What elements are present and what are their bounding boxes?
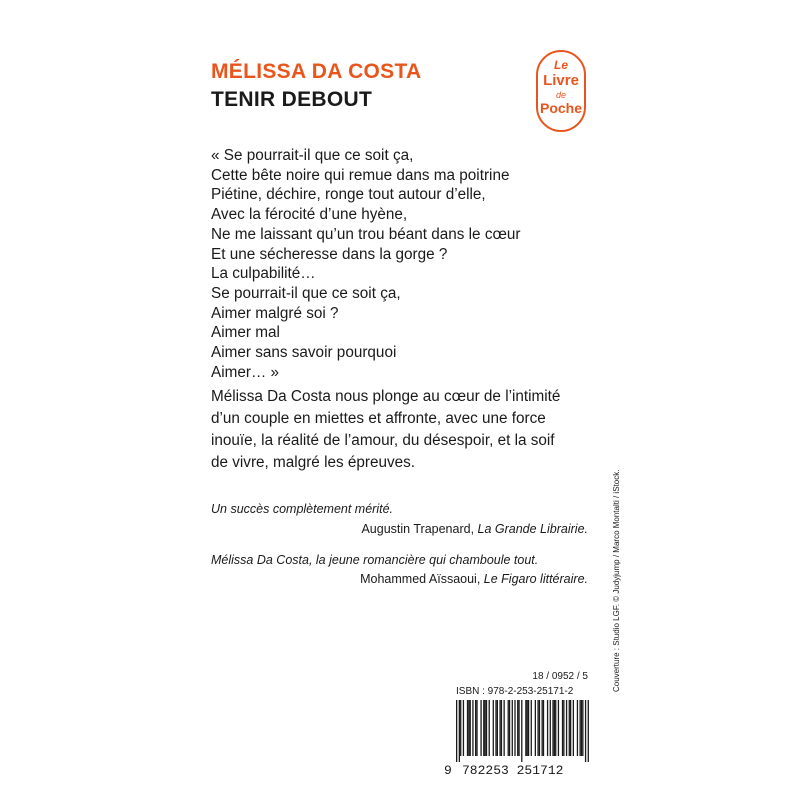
catalog-code: 18 / 0952 / 5 xyxy=(532,671,588,682)
review-attribution xyxy=(361,522,588,536)
logo-line-le: Le xyxy=(553,58,568,72)
barcode-bar xyxy=(493,700,494,756)
cover-credit: Couverture : Studio LGF. © Judyjump / Marco Montalti / iStock. xyxy=(612,469,621,692)
barcode-bar xyxy=(483,700,484,756)
barcode-bar xyxy=(504,700,505,756)
barcode-bar xyxy=(497,700,498,756)
barcode-bar xyxy=(509,700,510,756)
review-attribution xyxy=(360,572,588,586)
review-person: Augustin Trapenard, xyxy=(361,522,478,536)
barcode-bar xyxy=(577,700,578,756)
barcode-bar xyxy=(555,700,556,756)
barcode-bar xyxy=(581,700,582,756)
barcode-bar xyxy=(569,700,570,756)
poem-line: La culpabilité… xyxy=(211,265,316,283)
barcode-bar xyxy=(537,700,538,756)
barcode-bar xyxy=(535,700,536,756)
poem-line: Et une sécheresse dans la gorge ? xyxy=(211,245,448,263)
barcode-bar xyxy=(472,700,473,756)
summary-line: Mélissa Da Costa nous plonge au cœur de l’intimité xyxy=(211,388,561,405)
summary-line: d’un couple en miettes et affronte, avec une force xyxy=(211,410,546,427)
barcode-bar xyxy=(563,700,564,756)
barcode-bar xyxy=(476,700,477,756)
review-source: La Grande Librairie. xyxy=(477,522,588,536)
barcode-bar xyxy=(521,700,522,762)
barcode-bar xyxy=(489,700,490,756)
poem-line: Aimer sans savoir pourquoi xyxy=(211,344,397,362)
poem-line: Cette bête noire qui remue dans ma poitrine xyxy=(211,166,510,184)
isbn-number: ISBN : 978-2-253-25171-2 xyxy=(456,686,574,697)
poem-line: Se pourrait-il que ce soit ça, xyxy=(211,284,401,302)
barcode-bar xyxy=(582,700,583,756)
barcode-bars xyxy=(456,700,589,762)
barcode-bar xyxy=(573,700,574,756)
review-person: Mohammed Aïssaoui, xyxy=(360,572,484,586)
barcode-bar xyxy=(470,700,471,756)
barcode-bar xyxy=(570,700,571,756)
summary-line: de vivre, malgré les épreuves. xyxy=(211,454,416,471)
review-quote: Un succès complètement mérité. xyxy=(211,502,394,516)
poem-line: Aimer mal xyxy=(211,324,280,342)
barcode-bar xyxy=(562,700,563,756)
barcode-bar xyxy=(518,700,519,756)
poem-line: Aimer malgré soi ? xyxy=(211,304,339,322)
barcode-bar xyxy=(550,700,551,756)
barcode-bar xyxy=(460,700,461,756)
author-name: MÉLISSA DA COSTA xyxy=(211,60,422,83)
barcode-bar xyxy=(552,700,553,756)
barcode-bar xyxy=(547,700,548,756)
poem-line: « Se pourrait-il que ce soit ça, xyxy=(211,147,414,164)
barcode-bar xyxy=(531,700,532,756)
barcode-bar xyxy=(501,700,502,756)
barcode-bar xyxy=(486,700,487,756)
publisher-logo xyxy=(536,50,586,132)
logo-line-livre: Livre xyxy=(543,72,579,89)
poem-line: Avec la férocité d’une hyène, xyxy=(211,206,408,224)
barcode-bar xyxy=(558,700,559,756)
poem-excerpt xyxy=(211,146,521,382)
barcode-bar xyxy=(495,700,496,756)
book-title: TENIR DEBOUT xyxy=(211,88,373,111)
poem-line: Ne me laissant qu’un trou béant dans le cœur xyxy=(211,225,521,243)
poem-line: Aimer… » xyxy=(211,363,279,381)
barcode-bar xyxy=(542,700,543,756)
barcode-bar xyxy=(543,700,544,756)
barcode-bar xyxy=(459,700,460,762)
summary-line: inouïe, la réalité de l’amour, du désespoir, et la soif xyxy=(211,432,555,449)
barcode-bar xyxy=(539,700,540,756)
barcode-bar xyxy=(588,700,589,762)
barcode-bar xyxy=(499,700,500,756)
barcode-bar xyxy=(512,700,513,756)
book-summary xyxy=(211,386,606,474)
barcode-digits: 782253 251712 xyxy=(462,763,564,778)
barcode xyxy=(456,700,589,762)
barcode-bar xyxy=(585,700,586,762)
barcode-bar xyxy=(475,700,476,756)
barcode-bar xyxy=(528,700,529,756)
barcode-bar xyxy=(527,700,528,756)
poem-line: Piétine, déchire, ronge tout autour d’elle, xyxy=(211,186,486,204)
barcode-first-digit: 9 xyxy=(444,763,452,778)
logo-line-poche: Poche xyxy=(539,100,582,116)
barcode-bar xyxy=(525,700,526,756)
barcode-bar xyxy=(463,700,464,756)
review-quote: Mélissa Da Costa, la jeune romancière qui chamboule tout. xyxy=(211,553,539,567)
barcode-bar xyxy=(508,700,509,756)
barcode-bar xyxy=(467,700,468,756)
barcode-bar xyxy=(514,700,515,756)
barcode-bar xyxy=(456,700,457,762)
barcode-bar xyxy=(468,700,469,756)
barcode-bar xyxy=(554,700,555,756)
barcode-bar xyxy=(580,700,581,756)
barcode-bar xyxy=(485,700,486,756)
barcode-bar xyxy=(480,700,481,756)
logo-line-de: de xyxy=(555,90,566,100)
review-source: Le Figaro littéraire. xyxy=(483,572,588,586)
barcode-bar xyxy=(517,700,518,756)
barcode-bar xyxy=(566,700,567,756)
